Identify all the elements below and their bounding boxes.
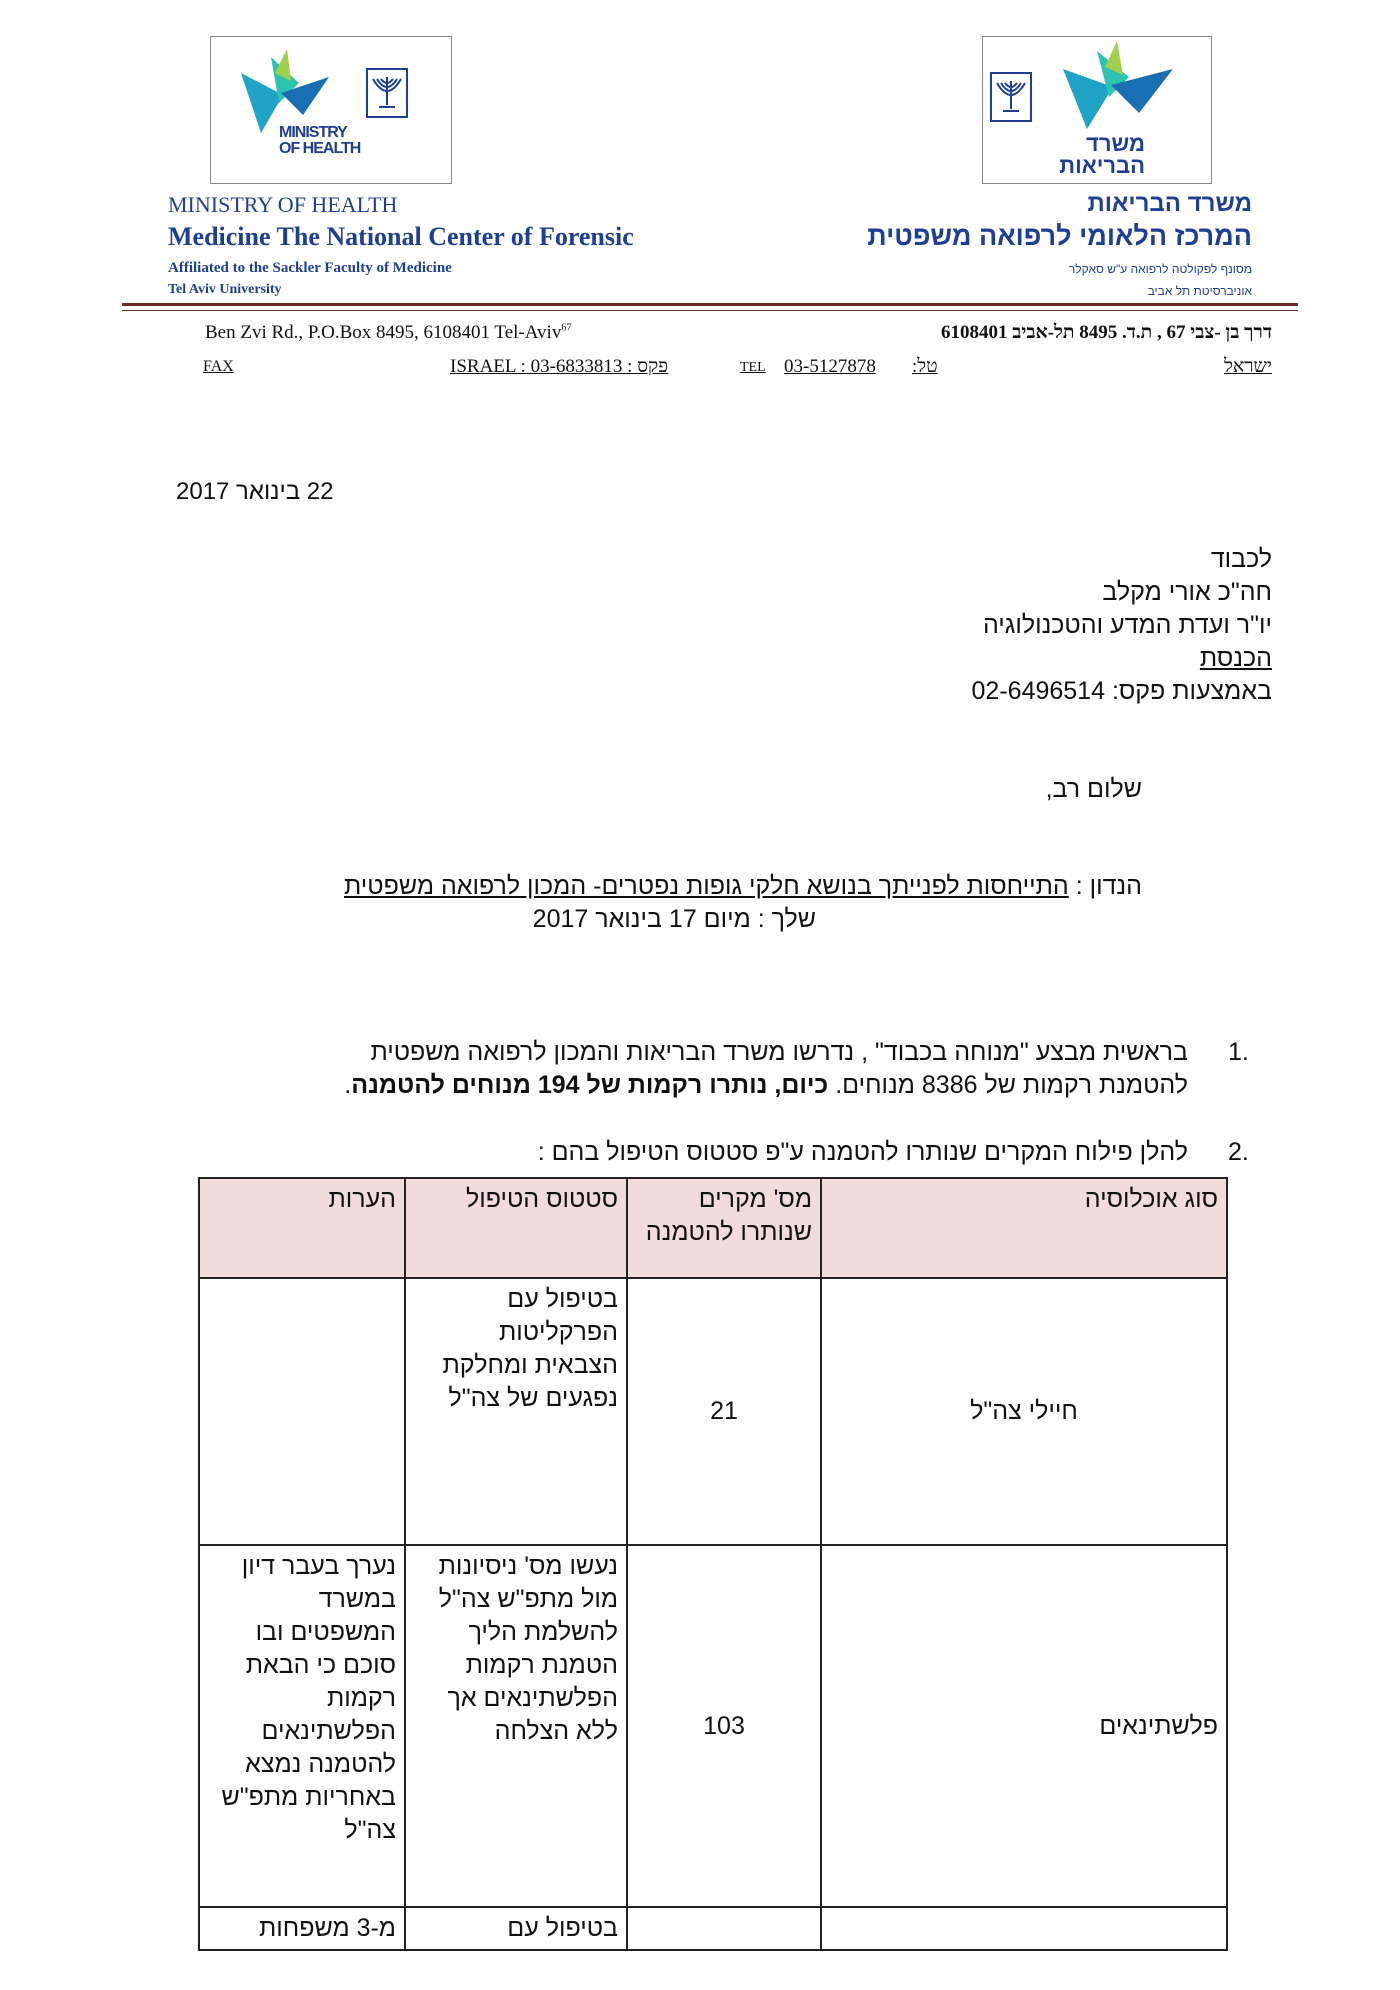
- fax-label-en: FAX: [203, 358, 234, 375]
- table-header-cell: הערות: [199, 1178, 405, 1278]
- header-he-line3: מסונף לפקולטה לרפואה ע"ש סאקלר: [1068, 262, 1252, 276]
- greeting: שלום רב,: [1045, 775, 1142, 803]
- table-row: [199, 1545, 1227, 1907]
- table-row: [199, 1278, 1227, 1545]
- menorah-emblem-icon: [989, 71, 1033, 123]
- addressee-name: חה"כ אורי מקלב: [1102, 578, 1272, 606]
- menorah-emblem-icon: [365, 67, 409, 119]
- tel-number: 03-5127878: [784, 356, 876, 377]
- status-cell: בטיפול עם הפרקליטות הצבאית ומחלקת נפגעים של צה"ל: [405, 1278, 627, 1545]
- ministry-logo-hebrew: [982, 36, 1212, 184]
- addressee-honorific: לכבוד: [1210, 545, 1272, 573]
- reference-line: שלך : מיום 17 בינואר 2017: [532, 905, 816, 933]
- subject-label: הנדון :: [1075, 872, 1142, 900]
- count-cell: [627, 1907, 821, 1950]
- israel-phone: ISRAEL : 03-6833813 : פקס: [450, 356, 669, 377]
- ministry-logo-english: [210, 36, 452, 184]
- header-en-line4: Tel Aviv University: [168, 282, 282, 297]
- population-cell: פלשתינאים: [821, 1545, 1227, 1907]
- header-en-line1: MINISTRY OF HEALTH: [168, 192, 398, 217]
- table-row: [199, 1907, 1227, 1950]
- header-divider: [122, 303, 1298, 306]
- table-header-row: [199, 1178, 1227, 1278]
- header-he-line2: המרכז הלאומי לרפואה משפטית: [867, 221, 1252, 251]
- tel-label-hebrew: טל:: [912, 356, 938, 377]
- logo-english-text: [279, 125, 360, 157]
- item1-line2: [344, 1071, 1188, 1100]
- header-divider-thin: [122, 310, 1298, 311]
- logo-text-line: MINISTRY: [279, 124, 347, 141]
- notes-cell: מ-3 משפחות: [199, 1907, 405, 1950]
- logo-text-line: OF HEALTH: [279, 140, 361, 157]
- address-superscript: 67: [561, 322, 572, 334]
- item1-number: 1.: [1228, 1038, 1249, 1066]
- status-cell: בטיפול עם: [405, 1907, 627, 1950]
- notes-cell: [199, 1278, 405, 1545]
- header-en-line2: Medicine The National Center of Forensic: [168, 222, 634, 251]
- israel-hebrew: ישראל: [1223, 356, 1272, 377]
- tel-label: TEL: [740, 360, 766, 375]
- header-he-line4: אוניברסיטת תל אביב: [1147, 284, 1252, 298]
- address-english-text: Ben Zvi Rd., P.O.Box 8495, 6108401 Tel-Aviv: [205, 322, 562, 343]
- addressee-fax: באמצעות פקס: 02-6496514: [971, 677, 1272, 705]
- item2-text: להלן פילוח המקרים שנותרו להטמנה ע"פ סטטוס הטיפול בהם :: [537, 1138, 1188, 1166]
- letter-date: 22 בינואר 2017: [176, 478, 334, 505]
- addressee-org: הכנסת: [1199, 644, 1272, 672]
- address-hebrew: דרך בן -צבי 67 , ת.ד. 8495 תל-אביב 6108401: [940, 322, 1272, 343]
- population-cell: חיילי צה"ל: [821, 1278, 1227, 1545]
- star-logo-icon: [1053, 39, 1183, 139]
- logo-hebrew-text: [1059, 133, 1145, 177]
- item2-number: 2.: [1228, 1138, 1249, 1166]
- population-cell: [821, 1907, 1227, 1950]
- subject-line: [344, 872, 1142, 901]
- table-header-cell: סוג אוכלוסיה: [821, 1178, 1227, 1278]
- logo-text-line: הבריאות: [1059, 153, 1145, 178]
- count-cell: 103: [627, 1545, 821, 1907]
- table-header-cell: מס' מקרים שנותרו להטמנה: [627, 1178, 821, 1278]
- header-he-line1: משרד הבריאות: [1087, 190, 1252, 217]
- notes-cell: נערך בעבר דיון במשרד המשפטים ובו סוכם כי הבאת רקמות הפלשתינאים להטמנה נמצא באחריות מתפ"ש צה"ל: [199, 1545, 405, 1907]
- item1-bold-text: כיום, נותרו רקמות של 194 מנוחים להטמנה: [351, 1071, 829, 1099]
- item1-end: .: [344, 1071, 352, 1099]
- addressee-role: יו"ר ועדת המדע והטכנולוגיה: [982, 611, 1272, 639]
- subject-text: התייחסות לפנייתך בנושא חלקי גופות נפטרים- המכון לרפואה משפטית: [344, 872, 1069, 900]
- logo-text-line: משרד: [1086, 131, 1145, 156]
- status-cell: נעשו מס' ניסיונות מול מתפ"ש צה"ל להשלמת הליך הטמנת רקמות הפלשתינאים אך ללא הצלחה: [405, 1545, 627, 1907]
- count-cell: 21: [627, 1278, 821, 1545]
- header-en-line3: Affiliated to the Sackler Faculty of Medicine: [168, 260, 452, 276]
- item1-text: להטמנת רקמות של 8386 מנוחים.: [828, 1071, 1188, 1099]
- cases-table: [198, 1177, 1228, 1951]
- table-header-cell: סטטוס הטיפול: [405, 1178, 627, 1278]
- item1-line1: בראשית מבצע "מנוחה בכבוד" , נדרשו משרד הבריאות והמכון לרפואה משפטית: [370, 1038, 1188, 1066]
- address-english: [205, 322, 571, 344]
